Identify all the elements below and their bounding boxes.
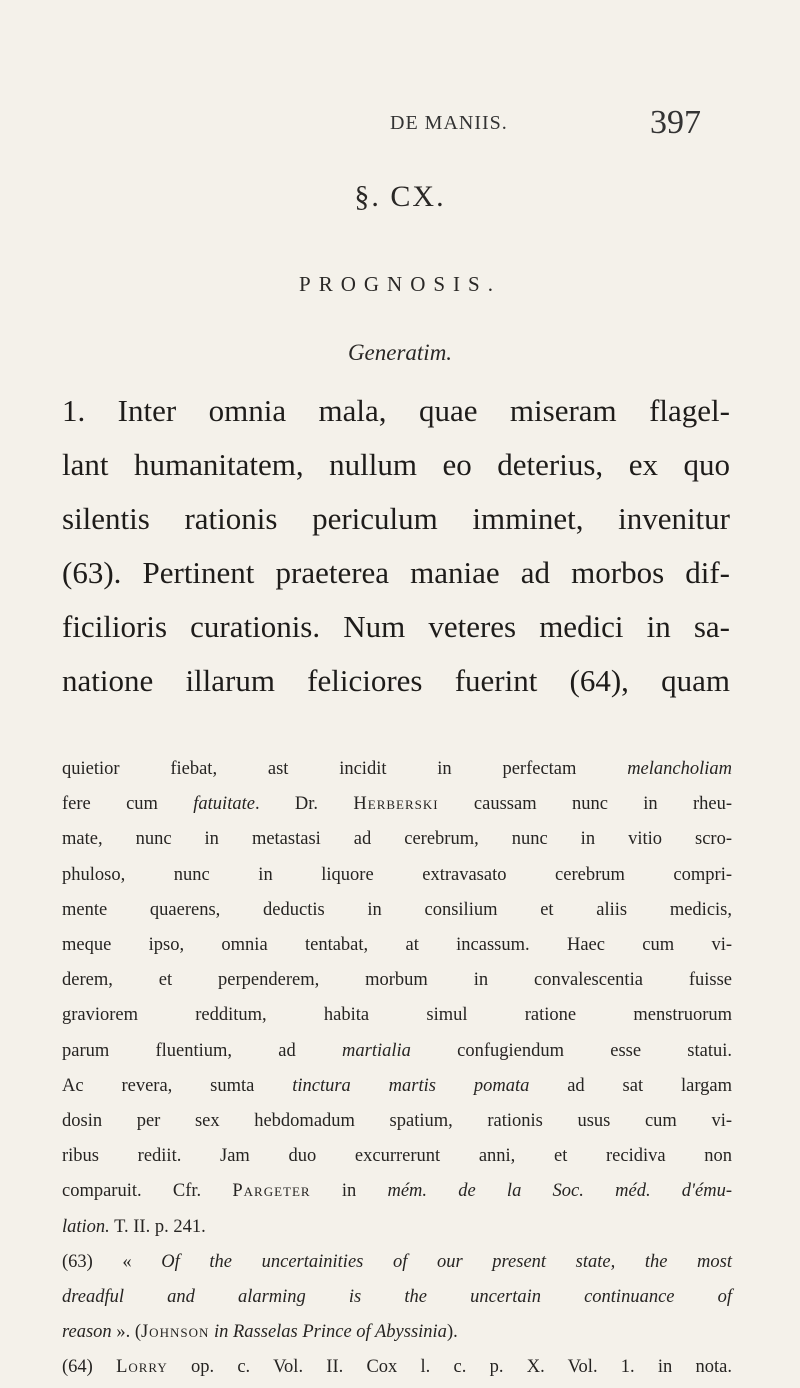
footnote-line [62, 752, 732, 787]
note-text: (63) « [62, 1251, 162, 1272]
author-name: Lorry [116, 1357, 168, 1378]
author-name: Herberski [353, 794, 439, 815]
footnote-line [62, 787, 732, 822]
note-text: op. c. Vol. II. Cox l. c. p. X. Vol. 1. in nota. [167, 1357, 733, 1378]
section-heading: PROGNOSIS. [299, 272, 501, 296]
note-text: ). [446, 1322, 458, 1343]
footnote-64 [62, 1350, 732, 1385]
note-text: confugiendum esse statui. [410, 1040, 733, 1061]
page-number: 397 [650, 104, 701, 141]
note-italic: mém. de la Soc. méd. d'ému- [387, 1181, 732, 1202]
footnote-line [62, 1280, 732, 1315]
note-text: ». ( [111, 1322, 141, 1343]
note-text: quietior fiebat, ast incidit in perfectam [62, 759, 628, 779]
body-line: natione illarum feliciores fuerint (64), quam [62, 663, 730, 698]
note-text: caussam nunc in rheu- [438, 794, 733, 815]
footnote-line: ribus rediit. Jam duo excurrerunt anni, et recidiva non [62, 1146, 732, 1167]
author-name: Johnson [140, 1322, 210, 1343]
note-italic: in [209, 1322, 233, 1343]
body-line: ficilioris curationis. Num veteres medici in sa- [62, 609, 730, 644]
note-italic: reason [62, 1322, 112, 1343]
note-italic: melancholiam [627, 759, 732, 779]
note-italic: Rasselas Prince of Abyssinia [233, 1322, 447, 1343]
footnote-line [62, 1174, 732, 1209]
note-text: T. II. p. 241. [109, 1216, 206, 1237]
section-subheading: Generatim. [347, 340, 453, 365]
note-text: comparuit. Cfr. [62, 1181, 233, 1202]
footnote-line: graviorem redditum, habita simul ratione menstruorum [62, 1005, 732, 1026]
footnote-line: dosin per sex hebdomadum spatium, rationis usus cum vi- [62, 1111, 732, 1132]
author-name: Pargeter [232, 1181, 311, 1202]
footnote-line [62, 1034, 732, 1069]
footnote-line [62, 1210, 732, 1245]
footnote-63 [62, 1245, 732, 1280]
footnote-line: mate, nunc in metastasi ad cerebrum, nunc in vitio scro- [62, 829, 732, 850]
note-italic: Of the uncertainities of our present state, the most [161, 1251, 732, 1272]
main-text [62, 384, 730, 708]
section-number: §. CX. [354, 180, 446, 213]
note-italic: lation. [62, 1216, 110, 1237]
footnote-line: phuloso, nunc in liquore extravasato cerebrum compri- [62, 864, 732, 885]
page-header [0, 104, 800, 148]
footnotes [62, 752, 732, 1386]
footnote-line [62, 1315, 732, 1350]
footnote-line [62, 1069, 732, 1104]
body-line: silentis rationis periculum imminet, invenitur [62, 501, 730, 536]
note-text: ad sat largam [529, 1075, 733, 1096]
note-text: fere cum [62, 794, 194, 815]
body-line: 1. Inter omnia mala, quae miseram flagel- [62, 393, 730, 428]
footnote-line: mente quaerens, deductis in consilium et aliis medicis, [62, 899, 732, 920]
note-italic: dreadful and alarming is the uncertain continuance of [62, 1287, 732, 1308]
note-text: parum fluentium, ad [62, 1040, 343, 1061]
body-line: lant humanitatem, nullum eo deterius, ex quo [62, 447, 730, 482]
running-head: DE MANIIS. [390, 112, 508, 134]
footnote-line: meque ipso, omnia tentabat, at incassum. Haec cum vi- [62, 935, 732, 956]
note-text: in [310, 1181, 388, 1202]
note-italic: fatuitate [193, 794, 255, 815]
note-italic: tinctura martis pomata [292, 1075, 530, 1096]
note-italic: martialia [342, 1040, 411, 1061]
note-text: Ac revera, sumta [62, 1075, 293, 1096]
body-line: (63). Pertinent praeterea maniae ad morbos dif- [62, 555, 730, 590]
note-text: . Dr. [254, 794, 354, 815]
note-text: (64) [62, 1357, 117, 1378]
footnote-line: derem, et perpenderem, morbum in convalescentia fuisse [62, 970, 732, 991]
